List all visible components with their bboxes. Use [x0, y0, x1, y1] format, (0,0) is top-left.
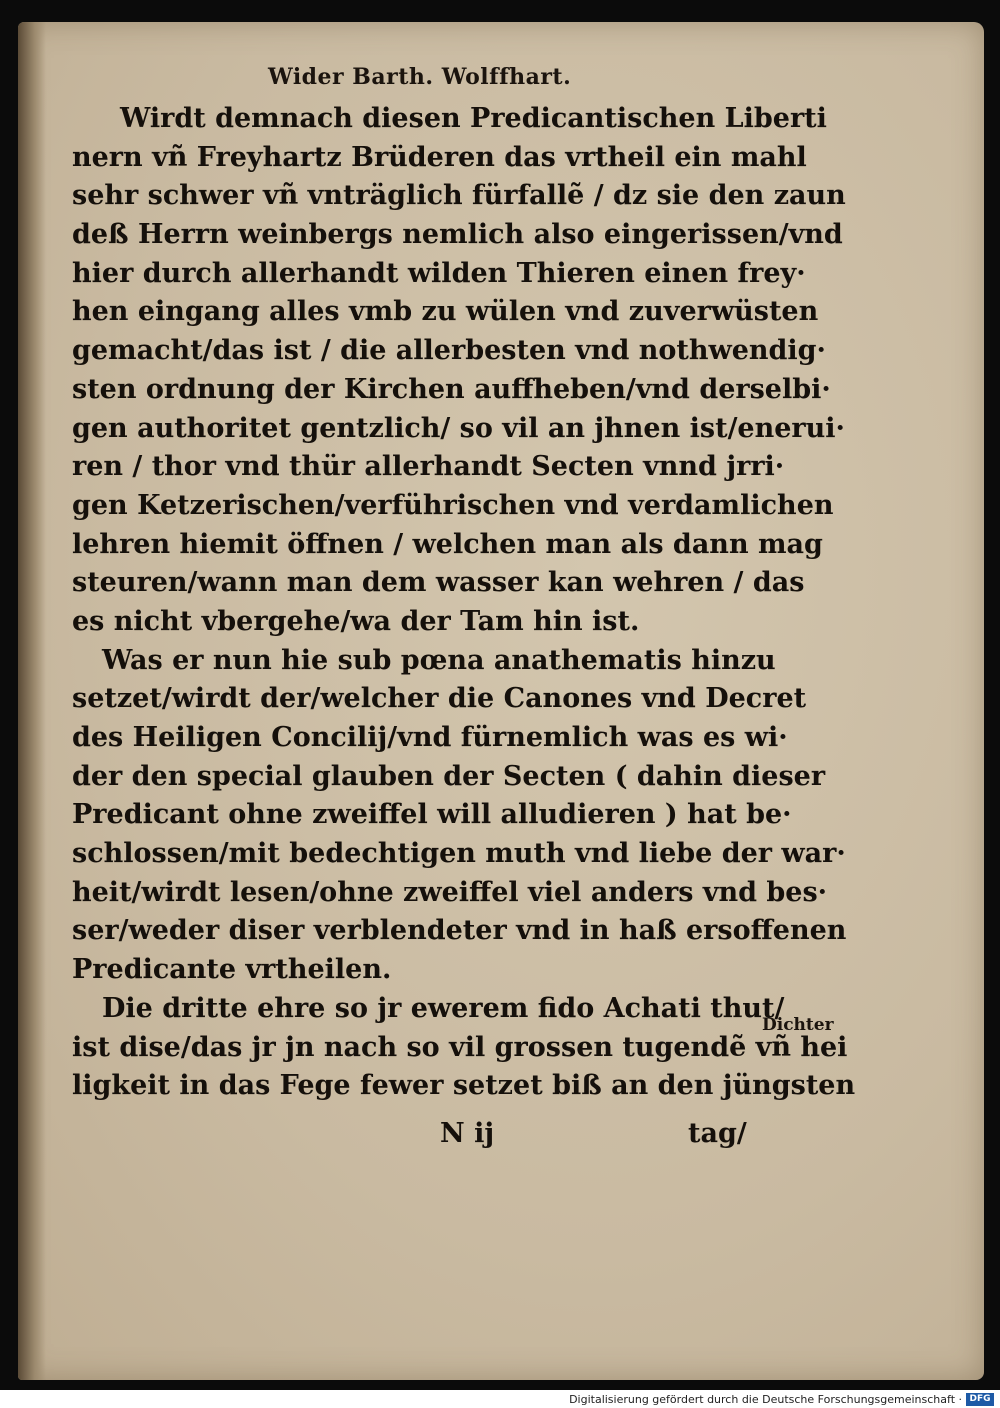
page-gutter	[18, 22, 46, 1380]
text-line: ligkeit in das Fege fewer setzet biß an den jüngsten	[72, 1070, 856, 1102]
digitization-footer	[0, 1390, 1000, 1408]
catchword: tag/	[688, 1118, 747, 1149]
text-line: gen Ketzerischen/verführischen vnd verdamlichen	[72, 489, 834, 521]
text-line: schlossen/mit bedechtigen muth vnd liebe der war·	[72, 838, 846, 870]
text-line: Die dritte ehre so jr ewerem fido Achati thut/	[102, 992, 785, 1024]
text-line: Predicant ohne zweiffel will alludieren ) hat be·	[72, 799, 792, 831]
text-line: Was er nun hie sub pœna anathematis hinzu	[102, 644, 776, 676]
text-line: ist dise/das jr jn nach so vil grossen tugendẽ vñ hei	[72, 1031, 848, 1063]
text-line: Predicante vrtheilen.	[72, 954, 392, 986]
text-line: nern vñ Freyhartz Brüderen das vrtheil ein mahl	[72, 141, 807, 173]
text-line: der den special glauben der Secten ( dahin dieser	[72, 760, 826, 792]
text-line: heit/wirdt lesen/ohne zweiffel viel anders vnd bes·	[72, 876, 828, 908]
text-line: lehren hiemit öffnen / welchen man als dann mag	[72, 528, 823, 560]
text-line: sten ordnung der Kirchen auffheben/vnd derselbi·	[72, 373, 831, 405]
margin-note: Dichter	[762, 1015, 834, 1035]
text-line: setzet/wirdt der/welcher die Canones vnd Decret	[72, 683, 807, 715]
text-line: Wirdt demnach diesen Predicantischen Liberti	[120, 103, 827, 134]
text-line: gen authoritet gentzlich/ so vil an jhnen ist/enerui·	[72, 412, 845, 444]
text-line: sehr schwer vñ vnträglich fürfallẽ / dz sie den zaun	[72, 180, 846, 212]
dfg-logo-icon: DFG	[966, 1393, 994, 1406]
signature-mark: N ij	[440, 1118, 495, 1149]
text-line: gemacht/das ist / die allerbesten vnd nothwendig·	[72, 335, 826, 367]
text-line: hier durch allerhandt wilden Thieren einen frey·	[72, 257, 806, 289]
text-line: des Heiligen Concilij/vnd fürnemlich was es wi·	[72, 722, 788, 753]
text-line: es nicht vbergehe/wa der Tam hin ist.	[72, 605, 640, 637]
text-line: steuren/wann man dem wasser kan wehren / das	[72, 567, 805, 599]
text-line: hen eingang alles vmb zu wülen vnd zuverwüsten	[72, 296, 819, 328]
running-head: Wider Barth. Wolffhart.	[268, 64, 572, 90]
footer-credit: Digitalisierung gefördert durch die Deutsche Forschungsgemeinschaft ·	[569, 1392, 962, 1406]
text-line: ren / thor vnd thür allerhandt Secten vnnd jrri·	[72, 451, 785, 483]
text-line: deß Herrn weinbergs nemlich also eingerissen/vnd	[72, 219, 843, 251]
text-line: ser/weder diser verblendeter vnd in haß ersoffenen	[72, 915, 847, 947]
